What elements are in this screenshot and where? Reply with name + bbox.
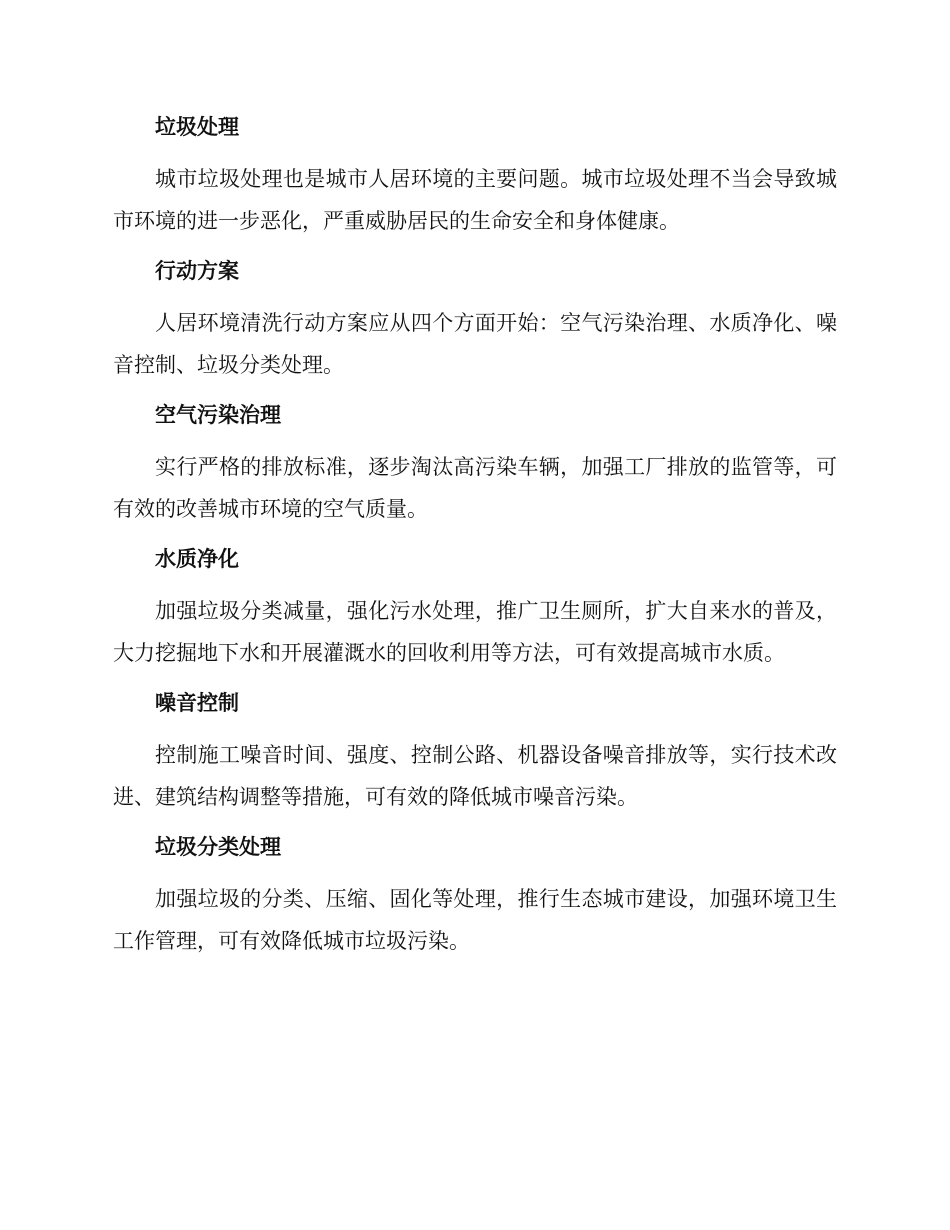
section-heading-garbage: 垃圾处理 bbox=[155, 115, 239, 139]
section-heading-noise-control: 噪音控制 bbox=[155, 691, 239, 715]
section-body-waste-sorting: 加强垃圾的分类、压缩、固化等处理，推行生态城市建设，加强环境卫生工作管理，可有效降低城市垃圾污染。 bbox=[113, 887, 837, 953]
section-body-air-pollution: 实行严格的排放标准，逐步淘汰高污染车辆，加强工厂排放的监管等，可有效的改善城市环境的空气质量。 bbox=[113, 455, 837, 521]
section-heading-air-pollution: 空气污染治理 bbox=[155, 403, 281, 427]
section-body-garbage: 城市垃圾处理也是城市人居环境的主要问题。城市垃圾处理不当会导致城市环境的进一步恶化，严重威胁居民的生命安全和身体健康。 bbox=[113, 167, 837, 233]
section-body-action-plan: 人居环境清洗行动方案应从四个方面开始：空气污染治理、水质净化、噪音控制、垃圾分类处理。 bbox=[113, 311, 837, 377]
section-body-water-purification: 加强垃圾分类减量，强化污水处理，推广卫生厕所，扩大自来水的普及，大力挖掘地下水和开展灌溉水的回收利用等方法，可有效提高城市水质。 bbox=[113, 599, 837, 665]
section-body-noise-control: 控制施工噪音时间、强度、控制公路、机器设备噪音排放等，实行技术改进、建筑结构调整等措施，可有效的降低城市噪音污染。 bbox=[113, 743, 837, 809]
section-heading-waste-sorting: 垃圾分类处理 bbox=[155, 835, 281, 859]
section-heading-water-purification: 水质净化 bbox=[155, 547, 239, 571]
document-page bbox=[113, 110, 837, 962]
section-heading-action-plan: 行动方案 bbox=[155, 259, 239, 283]
